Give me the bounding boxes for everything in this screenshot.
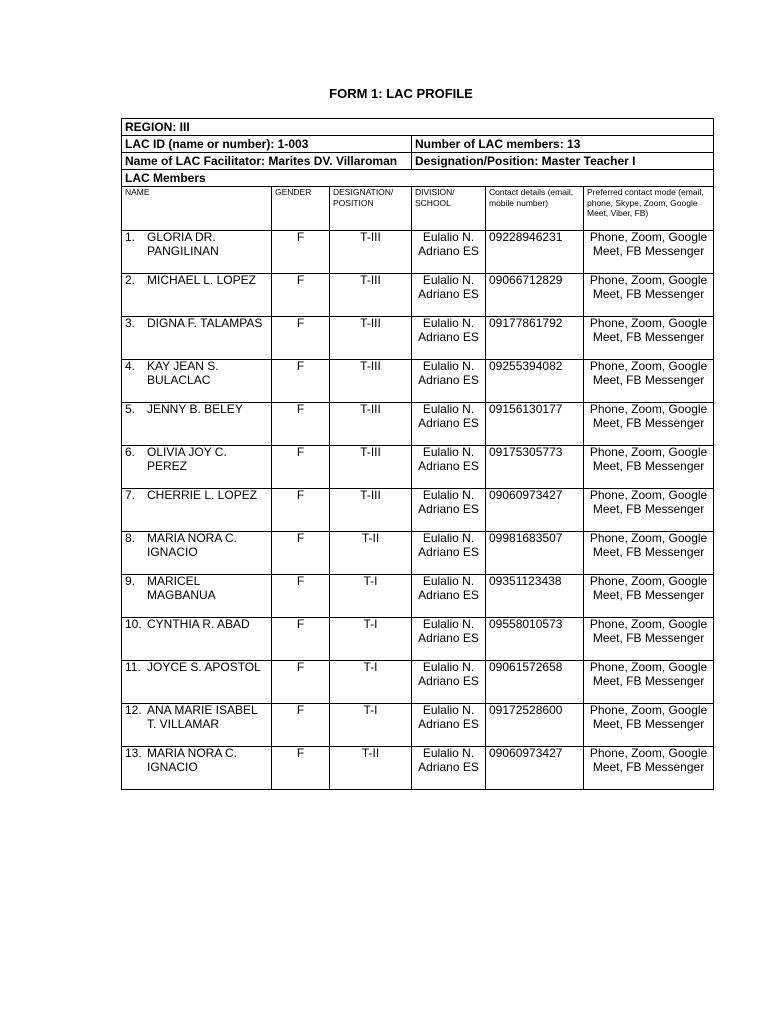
member-school: Eulalio N. Adriano ES xyxy=(412,532,486,575)
member-designation: T-I xyxy=(330,661,412,704)
member-name-cell xyxy=(122,360,272,403)
member-gender: F xyxy=(272,360,330,403)
member-contact: 09156130177 xyxy=(486,403,584,446)
member-school: Eulalio N. Adriano ES xyxy=(412,489,486,532)
member-number: 2. xyxy=(125,273,136,287)
lac-id-cell: LAC ID (name or number): 1-003 xyxy=(122,136,412,153)
member-designation: T-II xyxy=(330,747,412,790)
member-contact: 09351123438 xyxy=(486,575,584,618)
member-school: Eulalio N. Adriano ES xyxy=(412,661,486,704)
member-gender: F xyxy=(272,704,330,747)
table-row xyxy=(122,360,714,403)
member-designation: T-III xyxy=(330,360,412,403)
member-gender: F xyxy=(272,575,330,618)
member-number: 11. xyxy=(125,660,141,674)
table-row xyxy=(122,403,714,446)
column-header-contact: Contact details (email, mobile number) xyxy=(486,187,584,231)
member-name-cell xyxy=(122,446,272,489)
column-header-name: NAME xyxy=(122,187,272,231)
member-count-cell: Number of LAC members: 13 xyxy=(412,136,714,153)
member-contact: 09558010573 xyxy=(486,618,584,661)
table-row xyxy=(122,446,714,489)
member-name: MARIA NORA C. IGNACIO xyxy=(147,746,238,774)
table-row xyxy=(122,704,714,747)
member-contact: 09175305773 xyxy=(486,446,584,489)
facilitator-row xyxy=(122,153,714,170)
member-designation: T-II xyxy=(330,532,412,575)
member-name-cell xyxy=(122,231,272,274)
table-row xyxy=(122,532,714,575)
member-school: Eulalio N. Adriano ES xyxy=(412,618,486,661)
table-row xyxy=(122,231,714,274)
member-contact: 09255394082 xyxy=(486,360,584,403)
member-name-cell xyxy=(122,532,272,575)
member-name: MICHAEL L. LOPEZ xyxy=(147,273,256,287)
member-gender: F xyxy=(272,532,330,575)
member-designation: T-III xyxy=(330,446,412,489)
member-designation: T-III xyxy=(330,231,412,274)
member-name: OLIVIA JOY C. PEREZ xyxy=(147,445,227,473)
member-name-cell xyxy=(122,575,272,618)
member-school: Eulalio N. Adriano ES xyxy=(412,360,486,403)
member-name: CYNTHIA R. ABAD xyxy=(147,617,250,631)
table-row xyxy=(122,618,714,661)
member-gender: F xyxy=(272,403,330,446)
member-number: 13. xyxy=(125,746,142,760)
region-row xyxy=(122,119,714,136)
facilitator-cell: Name of LAC Facilitator: Marites DV. Villaroman xyxy=(122,153,412,170)
member-contact: 09060973427 xyxy=(486,489,584,532)
member-name: JENNY B. BELEY xyxy=(147,402,243,416)
member-school: Eulalio N. Adriano ES xyxy=(412,575,486,618)
member-school: Eulalio N. Adriano ES xyxy=(412,274,486,317)
member-number: 8. xyxy=(125,531,136,545)
column-header-gender: GENDER xyxy=(272,187,330,231)
member-name-cell xyxy=(122,661,272,704)
table-row xyxy=(122,274,714,317)
member-gender: F xyxy=(272,747,330,790)
member-gender: F xyxy=(272,231,330,274)
members-heading: LAC Members xyxy=(122,170,714,187)
member-designation: T-III xyxy=(330,403,412,446)
column-header-mode: Preferred contact mode (email, phone, Skype, Zoom, Google Meet, Viber, FB) xyxy=(584,187,714,231)
designation-cell: Designation/Position: Master Teacher I xyxy=(412,153,714,170)
member-designation: T-I xyxy=(330,575,412,618)
member-designation: T-III xyxy=(330,489,412,532)
member-contact-mode: Phone, Zoom, Google Meet, FB Messenger xyxy=(584,360,714,403)
member-contact: 09228946231 xyxy=(486,231,584,274)
member-contact-mode: Phone, Zoom, Google Meet, FB Messenger xyxy=(584,661,714,704)
member-name-cell xyxy=(122,747,272,790)
member-name-cell xyxy=(122,274,272,317)
member-school: Eulalio N. Adriano ES xyxy=(412,317,486,360)
lac-profile-table xyxy=(121,118,714,790)
member-number: 9. xyxy=(125,574,136,588)
member-name-cell xyxy=(122,317,272,360)
member-contact: 09981683507 xyxy=(486,532,584,575)
member-gender: F xyxy=(272,661,330,704)
member-name: MARICEL MAGBANUA xyxy=(147,574,216,602)
member-number: 10. xyxy=(125,617,142,631)
member-contact: 09060973427 xyxy=(486,747,584,790)
member-number: 5. xyxy=(125,402,136,416)
member-name-cell xyxy=(122,489,272,532)
member-name-cell xyxy=(122,403,272,446)
member-number: 1. xyxy=(125,230,136,244)
column-header-row xyxy=(122,187,714,231)
member-number: 6. xyxy=(125,445,136,459)
member-number: 3. xyxy=(125,316,136,330)
member-name: MARIA NORA C. IGNACIO xyxy=(147,531,238,559)
member-name: KAY JEAN S. BULACLAC xyxy=(147,359,219,387)
member-school: Eulalio N. Adriano ES xyxy=(412,403,486,446)
lac-id-row xyxy=(122,136,714,153)
member-contact-mode: Phone, Zoom, Google Meet, FB Messenger xyxy=(584,618,714,661)
member-school: Eulalio N. Adriano ES xyxy=(412,747,486,790)
member-number: 12. xyxy=(125,703,142,717)
table-row xyxy=(122,747,714,790)
member-gender: F xyxy=(272,317,330,360)
table-row xyxy=(122,575,714,618)
member-school: Eulalio N. Adriano ES xyxy=(412,231,486,274)
member-gender: F xyxy=(272,274,330,317)
member-designation: T-I xyxy=(330,704,412,747)
member-contact: 09061572658 xyxy=(486,661,584,704)
table-row xyxy=(122,489,714,532)
member-name: GLORIA DR. PANGILINAN xyxy=(147,230,219,258)
member-contact-mode: Phone, Zoom, Google Meet, FB Messenger xyxy=(584,317,714,360)
column-header-division: DIVISION/ SCHOOL xyxy=(412,187,486,231)
member-contact: 09066712829 xyxy=(486,274,584,317)
member-contact-mode: Phone, Zoom, Google Meet, FB Messenger xyxy=(584,403,714,446)
member-contact-mode: Phone, Zoom, Google Meet, FB Messenger xyxy=(584,532,714,575)
member-designation: T-III xyxy=(330,317,412,360)
members-heading-row xyxy=(122,170,714,187)
member-designation: T-III xyxy=(330,274,412,317)
member-gender: F xyxy=(272,446,330,489)
member-name: CHERRIE L. LOPEZ xyxy=(147,488,258,502)
region-cell: REGION: III xyxy=(122,119,714,136)
column-header-designation: DESIGNATION/ POSITION xyxy=(330,187,412,231)
member-contact-mode: Phone, Zoom, Google Meet, FB Messenger xyxy=(584,747,714,790)
member-contact-mode: Phone, Zoom, Google Meet, FB Messenger xyxy=(584,446,714,489)
member-contact: 09177861792 xyxy=(486,317,584,360)
member-number: 4. xyxy=(125,359,136,373)
member-name: ANA MARIE ISABEL T. VILLAMAR xyxy=(147,703,258,731)
member-name-cell xyxy=(122,704,272,747)
member-contact-mode: Phone, Zoom, Google Meet, FB Messenger xyxy=(584,231,714,274)
member-school: Eulalio N. Adriano ES xyxy=(412,704,486,747)
member-contact-mode: Phone, Zoom, Google Meet, FB Messenger xyxy=(584,489,714,532)
table-row xyxy=(122,661,714,704)
page-title: FORM 1: LAC PROFILE xyxy=(329,86,473,101)
member-contact-mode: Phone, Zoom, Google Meet, FB Messenger xyxy=(584,274,714,317)
member-gender: F xyxy=(272,618,330,661)
member-contact-mode: Phone, Zoom, Google Meet, FB Messenger xyxy=(584,704,714,747)
member-number: 7. xyxy=(125,488,136,502)
member-name-cell xyxy=(122,618,272,661)
member-contact-mode: Phone, Zoom, Google Meet, FB Messenger xyxy=(584,575,714,618)
member-school: Eulalio N. Adriano ES xyxy=(412,446,486,489)
member-gender: F xyxy=(272,489,330,532)
member-designation: T-I xyxy=(330,618,412,661)
table-row xyxy=(122,317,714,360)
member-name: DIGNA F. TALAMPAS xyxy=(147,316,263,330)
member-name: JOYCE S. APOSTOL xyxy=(147,660,261,674)
member-contact: 09172528600 xyxy=(486,704,584,747)
